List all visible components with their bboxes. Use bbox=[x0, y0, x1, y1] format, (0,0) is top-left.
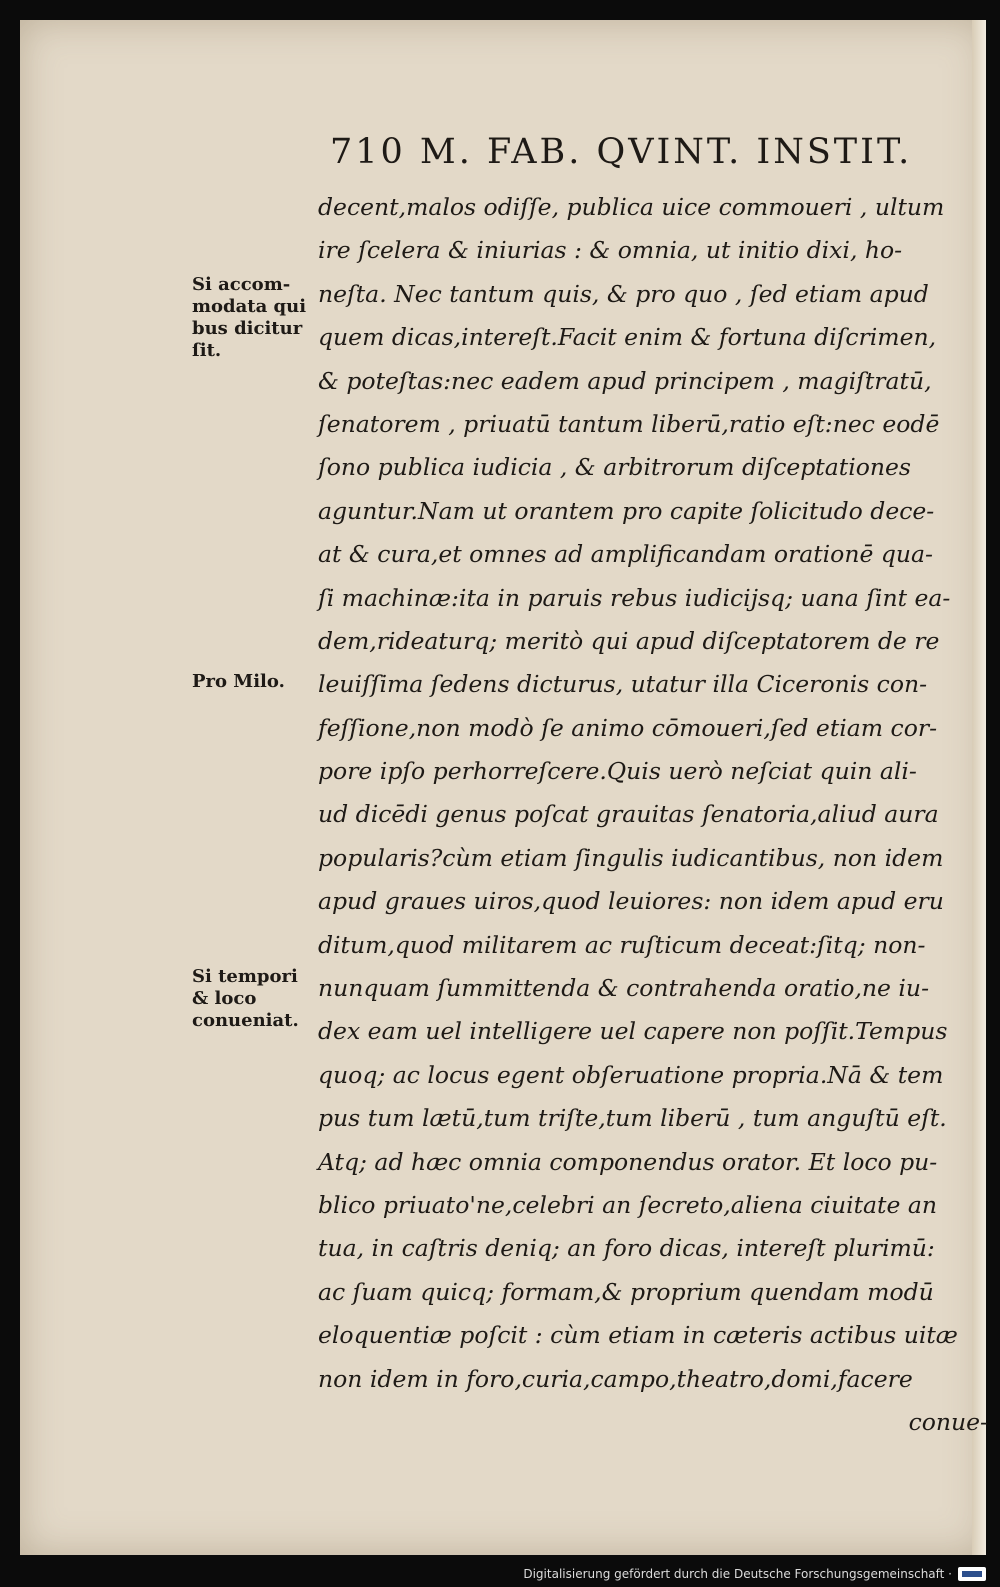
dfg-logo-icon bbox=[958, 1567, 986, 1581]
margin-note-line: modata qui bbox=[192, 296, 307, 317]
text-line: ire ſcelera & iniurias : & omnia, ut initio dixi, ho- bbox=[318, 236, 903, 265]
text-line: & poteſtas:nec eadem apud principem , magiſtratū, bbox=[318, 366, 932, 395]
margin-note-line: ſit. bbox=[192, 340, 222, 361]
text-line: dex eam uel intelligere uel capere non poſſit.Tempus bbox=[318, 1017, 948, 1046]
text-line: nunquam ſummittenda & contrahenda oratio,ne iu- bbox=[318, 974, 930, 1003]
text-line: ac ſuam quicq; formam,& proprium quendam modū bbox=[318, 1277, 934, 1306]
funding-footer bbox=[523, 1567, 986, 1581]
text-line: eloquentiæ poſcit : cùm etiam in cæteris actibus uitæ bbox=[318, 1321, 958, 1350]
book-page bbox=[20, 20, 986, 1555]
funding-text: Digitalisierung gefördert durch die Deutsche Forschungsgemeinschaft · bbox=[523, 1567, 952, 1581]
text-line: ſono publica iudicia , & arbitrorum diſceptationes bbox=[318, 453, 911, 482]
text-line: Atq; ad hæc omnia componendus orator. Et loco pu- bbox=[318, 1147, 938, 1176]
margin-note bbox=[192, 274, 306, 362]
margin-note-line: Si accom- bbox=[192, 274, 291, 295]
text-line: non idem in foro,curia,campo,theatro,domi,facere bbox=[318, 1364, 913, 1393]
text-line: apud graues uiros,quod leuiores: non idem apud eru bbox=[318, 887, 944, 916]
text-line: pus tum lætū,tum triſte,tum liberū , tum anguſtū eſt. bbox=[318, 1104, 947, 1133]
text-line: decent,malos odiſſe, publica uice commoueri , ultum bbox=[318, 193, 945, 221]
text-line: leuiſſima ſedens dicturus, utatur illa Ciceronis con- bbox=[318, 670, 928, 699]
margin-note-line: & loco bbox=[192, 988, 257, 1009]
text-line: dem,rideaturq; meritò qui apud diſceptatorem de re bbox=[318, 626, 940, 655]
text-line: pore ipſo perhorreſcere.Quis uerò neſciat quin ali- bbox=[318, 757, 917, 786]
margin-note-line: bus dicitur bbox=[192, 318, 303, 339]
catchword: conue- bbox=[908, 1407, 988, 1436]
running-header: 710 M. FAB. QVINT. INSTIT. bbox=[330, 132, 913, 172]
text-line: aguntur.Nam ut orantem pro capite ſolicitudo dece- bbox=[318, 496, 935, 525]
text-line: feſſione,non modò ſe animo cōmoueri,ſed etiam cor- bbox=[318, 713, 938, 742]
text-line: tua, in caſtris deniq; an foro dicas, intereſt plurimū: bbox=[318, 1234, 935, 1263]
text-line: ſi machinæ:ita in paruis rebus iudicijsq; uana ſint ea- bbox=[318, 583, 951, 612]
text-line: at & cura,et omnes ad amplificandam orationē qua- bbox=[318, 540, 933, 569]
margin-note-line: conueniat. bbox=[192, 1010, 299, 1031]
margin-note bbox=[192, 966, 299, 1032]
text-line: popularis?cùm etiam ſingulis iudicantibus, non idem bbox=[318, 843, 944, 872]
margin-note-line: Si tempori bbox=[192, 966, 298, 987]
text-line: ud dicēdi genus poſcat grauitas ſenatoria,aliud aura bbox=[318, 800, 939, 829]
text-line: quoq; ac locus egent obſeruatione propria.Nā & tem bbox=[318, 1060, 944, 1089]
margin-note bbox=[192, 671, 285, 693]
text-line: blico priuato'ne,celebri an ſecreto,aliena ciuitate an bbox=[318, 1190, 938, 1219]
text-line: quem dicas,intereſt.Facit enim & fortuna diſcrimen, bbox=[318, 323, 937, 352]
margin-note-line: Pro Milo. bbox=[192, 671, 285, 692]
text-line: neſta. Nec tantum quis, & pro quo , ſed etiam apud bbox=[318, 279, 929, 308]
text-line: ſenatorem , priuatū tantum liberū,ratio eſt:nec eodē bbox=[318, 409, 940, 438]
main-text bbox=[318, 186, 998, 1444]
text-line: ditum,quod militarem ac ruſticum deceat:ſitq; non- bbox=[318, 930, 926, 959]
